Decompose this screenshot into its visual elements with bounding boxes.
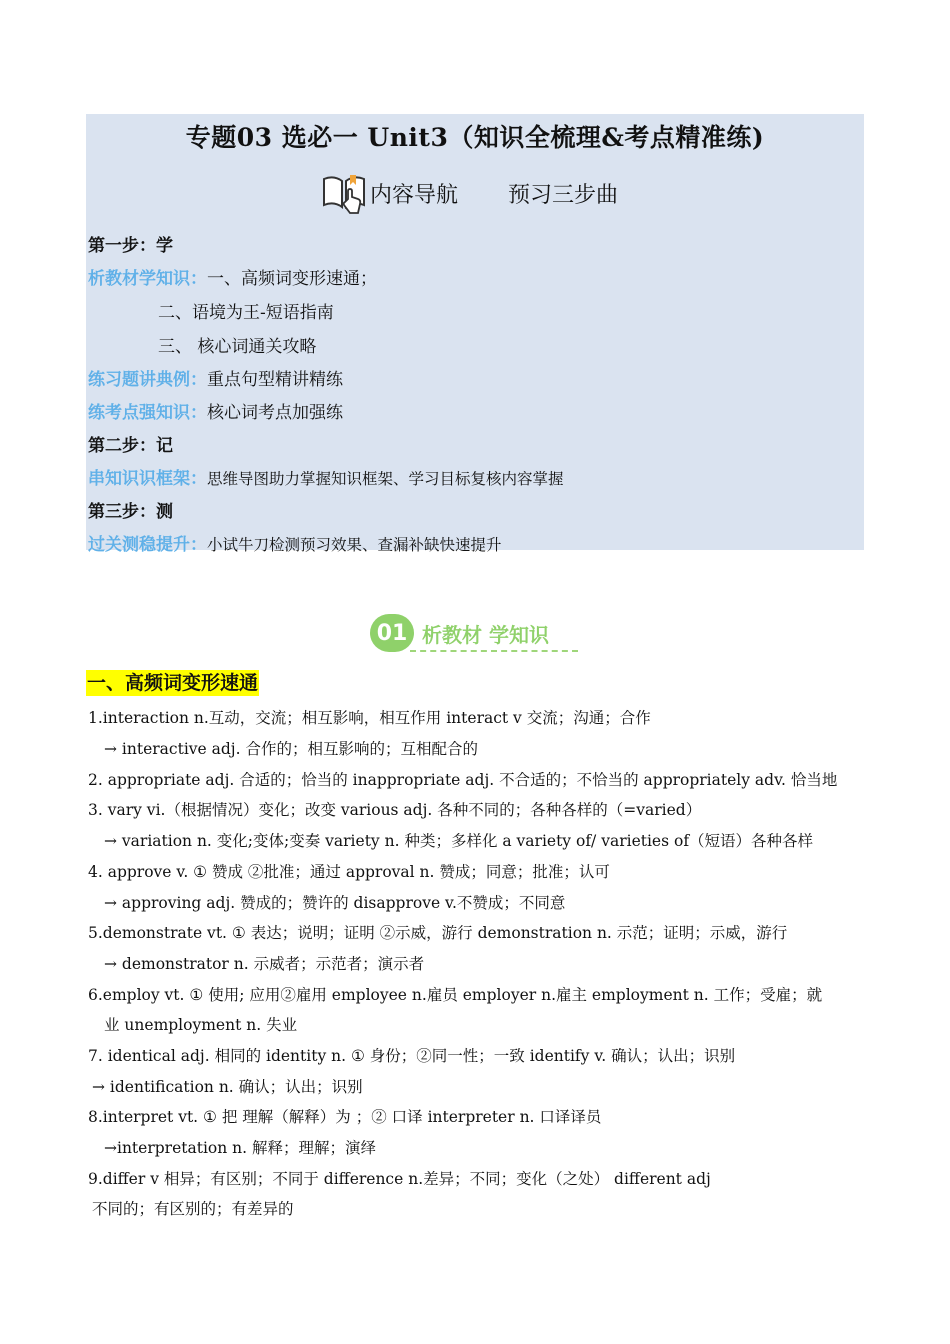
step-1-label: 第一步：学 <box>88 236 173 256</box>
nav-row-3: 三、 核心词通关攻略 <box>158 337 317 357</box>
badge-label: 析教材 学知识 <box>422 622 549 647</box>
tag-a: 析教材 <box>88 269 139 289</box>
nav-row-2: 二、语境为王-短语指南 <box>158 303 334 323</box>
entry-line: 不同的；有区别的；有差异的 <box>92 1200 294 1218</box>
entry-line: 2. appropriate adj. 合适的；恰当的 inappropriate adj. 不合适的；不恰当的 appropriately adv. 恰当地 <box>88 771 838 789</box>
badge-number: 01 <box>370 614 414 652</box>
nav-label: 内容导航 <box>370 182 459 208</box>
entry-line: 1.interaction n.互动，交流；相互影响，相互作用 interact v 交流；沟通；合作 <box>88 709 651 727</box>
nav-heading <box>320 168 618 218</box>
nav-row-1 <box>88 264 377 289</box>
tag-a: 练考点 <box>88 403 139 423</box>
row-text: 核心词考点加强练 <box>207 403 343 423</box>
entry-line: 5.demonstrate vt. ① 表达；说明；证明 ②示威，游行 demonstration n. 示范；证明；示威，游行 <box>88 924 788 942</box>
nav-row-5 <box>88 398 343 423</box>
section-badge <box>370 612 549 654</box>
nav-row-6 <box>88 464 564 489</box>
badge-underline <box>410 650 578 652</box>
section-title: 一、高频词变形速通 <box>87 672 259 694</box>
entry-line: → identification n. 确认；认出；识别 <box>92 1078 363 1096</box>
row-text: 重点句型精讲精练 <box>207 370 343 390</box>
entry-line: → approving adj. 赞成的；赞许的 disapprove v.不赞成；不同意 <box>104 894 566 912</box>
entry-line: → demonstrator n. 示威者；示范者；演示者 <box>104 955 425 973</box>
step-2-label: 第二步：记 <box>88 436 173 456</box>
entry-line: 3. vary vi.（根据情况）变化；改变 various adj. 各种不同的；各种各样的（=varied） <box>88 801 702 819</box>
entry-line: 业 unemployment n. 失业 <box>104 1016 298 1034</box>
tag-b: 强知识： <box>139 403 207 423</box>
nav-sub-label: 预习三步曲 <box>508 182 619 208</box>
tag-a: 练习题 <box>88 370 139 390</box>
row-text: 思维导图助力掌握知识框架、学习目标复核内容掌握 <box>207 470 564 488</box>
tag-b: 识框架： <box>139 469 207 489</box>
entry-line: 8.interpret vt. ① 把 理解（解释）为 ；② 口译 interpreter n. 口译译员 <box>88 1108 602 1126</box>
tag-b: 稳提升： <box>139 535 207 555</box>
entry-line: → interactive adj. 合作的；相互影响的；互相配合的 <box>104 740 478 758</box>
nav-row-7 <box>88 530 502 555</box>
row-text: 一、高频词变形速通； <box>207 269 377 289</box>
tag-b: 学知识： <box>139 269 207 289</box>
tag-a: 串知识 <box>88 469 139 489</box>
tag-a: 过关测 <box>88 535 139 555</box>
entry-line: →interpretation n. 解释；理解；演绎 <box>104 1139 376 1157</box>
step-3-label: 第三步：测 <box>88 502 173 522</box>
entry-line: → variation n. 变化;变体;变奏 variety n. 种类；多样化 a variety of/ varieties of（短语）各种各样 <box>104 832 814 850</box>
entry-line: 4. approve v. ① 赞成 ②批准；通过 approval n. 赞成；同意；批准；认可 <box>88 863 610 881</box>
entry-line: 7. identical adj. 相同的 identity n. ① 身份；②同一性；一致 identify v. 确认；认出；识别 <box>88 1047 736 1065</box>
tag-b: 讲典例： <box>139 370 207 390</box>
entry-line: 6.employ vt. ① 使用; 应用②雇用 employee n.雇员 employer n.雇主 employment n. 工作；受雇；就 <box>88 986 823 1004</box>
entry-line: 9.differ v 相异；有区别；不同于 difference n.差异；不同；变化（之处） different adj <box>88 1170 711 1188</box>
row-text: 小试牛刀检测预习效果、查漏补缺快速提升 <box>207 536 502 554</box>
nav-row-4 <box>88 365 343 390</box>
book-hand-icon <box>320 169 368 217</box>
page-title: 专题03 选必一 Unit3（知识全梳理&考点精准练) <box>185 123 765 152</box>
